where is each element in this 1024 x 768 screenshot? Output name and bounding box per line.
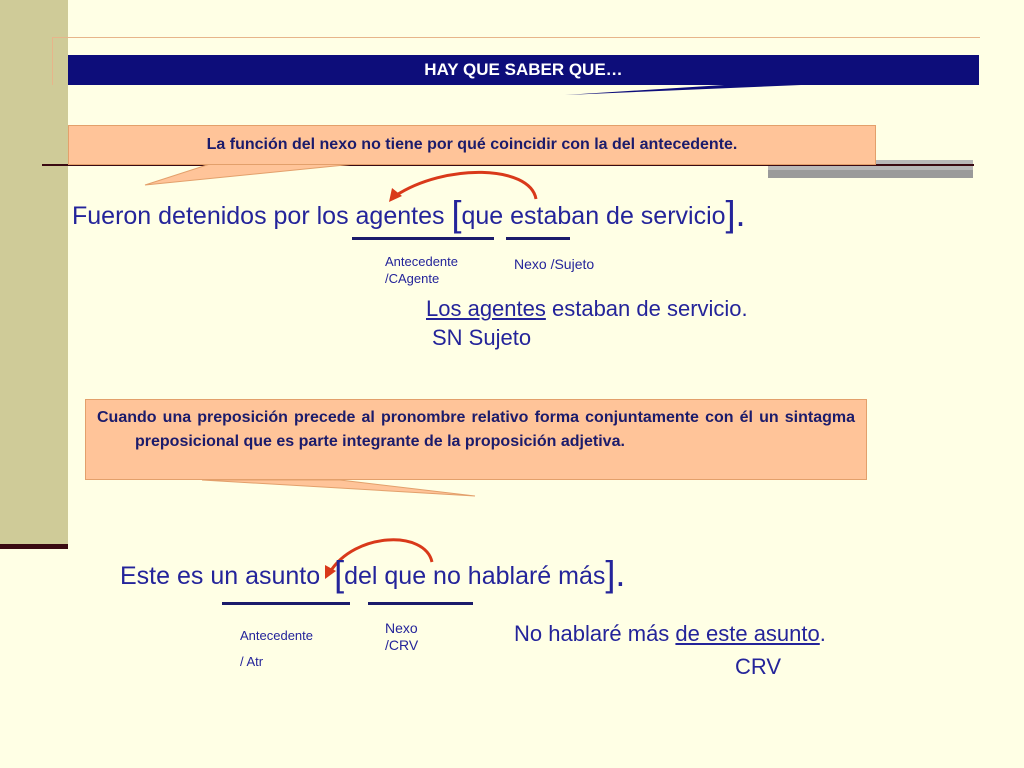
s1-antecedent: os agentes xyxy=(322,202,445,230)
callout-note-1-text: La función del nexo no tiene por qué coincidir con la del antecedente. xyxy=(206,136,738,153)
explanation-2-post: . xyxy=(819,621,826,646)
label-nexo-2-line1: Nexo xyxy=(385,620,418,636)
s2-post: no hablaré más xyxy=(426,562,606,590)
callout-note-2-line2: con él un sintagma preposicional que es parte integrante de la proposición xyxy=(135,409,855,450)
label-antecedent-1 xyxy=(385,253,458,287)
example-sentence-2 xyxy=(120,553,626,594)
s1-bracket-close: ]. xyxy=(725,193,746,234)
callout-note-2 xyxy=(85,399,867,480)
label-antecedent-2-line1: Antecedente xyxy=(240,628,314,643)
s2-bracket-open: [ xyxy=(334,553,345,594)
label-antecedent-2-line2: / Atr xyxy=(240,654,264,669)
explanation-2-function: CRV xyxy=(735,654,782,679)
callout-note-2-line1: Cuando una preposición precede al pronombre relativo forma conjuntamente xyxy=(97,409,699,426)
s1-bracket-open: [ xyxy=(451,193,462,234)
callout-note-2-text xyxy=(97,406,855,454)
explanation-2-underlined: de este asunto xyxy=(675,621,820,646)
callout-2-tail xyxy=(200,479,485,499)
label-nexo-2 xyxy=(385,620,418,654)
explanation-2 xyxy=(514,621,826,647)
label-antecedent-1-line1: Antecedente xyxy=(385,254,459,269)
s2-antecedent: un asunto xyxy=(210,562,321,590)
s1-nexo: que xyxy=(461,202,504,230)
s1-post: estaban de servicio xyxy=(503,202,726,230)
s2-nexo: del que xyxy=(344,562,427,590)
s2-nexo-underline xyxy=(368,602,473,605)
explanation-1-underlined: Los agentes xyxy=(426,296,546,321)
callout-note-2-line3: adjetiva. xyxy=(560,433,625,450)
s2-bracket-close: ]. xyxy=(605,553,626,594)
label-nexo-2-line2: /CRV xyxy=(385,637,419,653)
s2-pre: Este es xyxy=(120,562,211,590)
label-antecedent-1-line2: /CAgente xyxy=(385,271,440,286)
s2-antecedent-underline xyxy=(222,602,350,605)
slide-title-text: HAY QUE SABER QUE… xyxy=(424,60,623,79)
explanation-2-pre: No hablaré más xyxy=(514,621,676,646)
explanation-1-function: SN Sujeto xyxy=(432,325,532,350)
explanation-1 xyxy=(426,296,748,322)
explanation-1-rest: estaban de servicio. xyxy=(545,296,748,321)
label-nexo-1: Nexo /Sujeto xyxy=(514,256,595,272)
s1-pre: Fueron detenidos por l xyxy=(72,202,323,230)
